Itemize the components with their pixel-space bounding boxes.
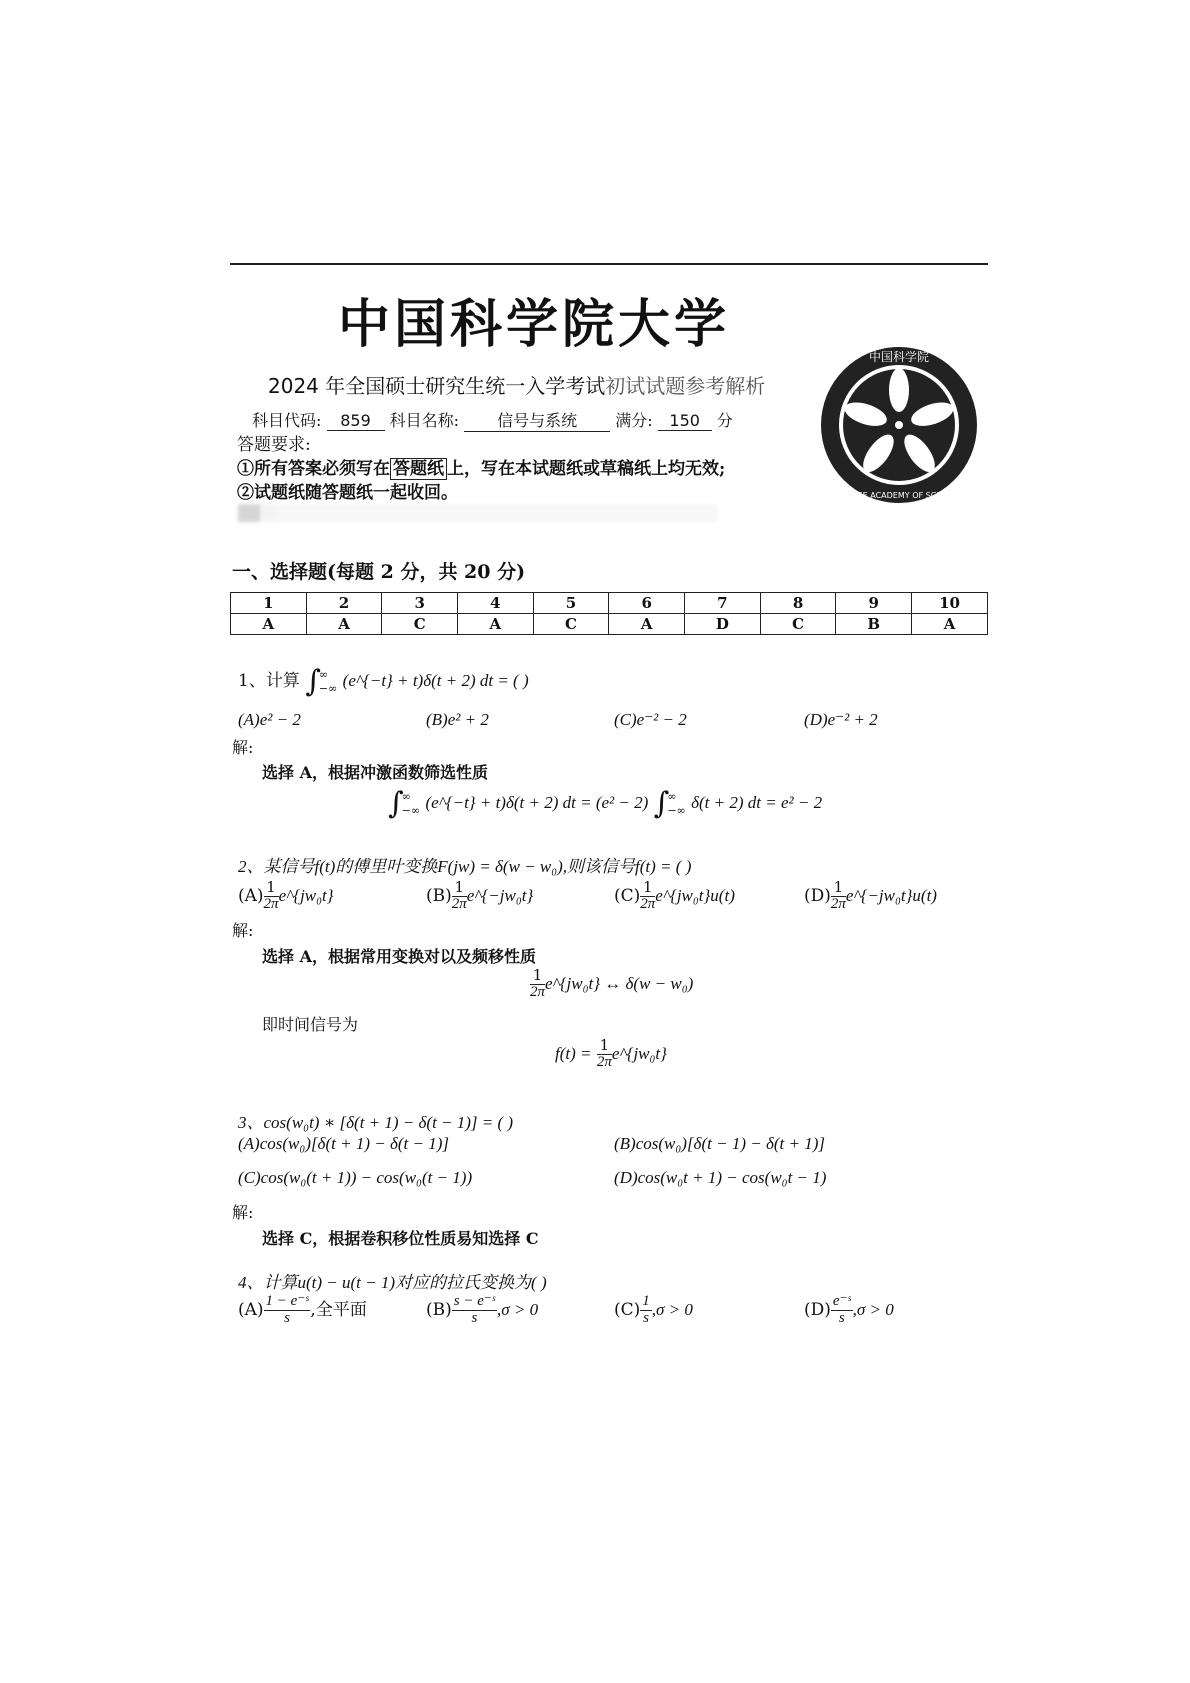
table-cell: 4: [458, 593, 534, 614]
table-cell: A: [609, 614, 685, 635]
q3-solution-label: 解:: [232, 1203, 254, 1222]
q3-option-c: (C)cos(w₀(t + 1)) − cos(w₀(t − 1)): [238, 1168, 473, 1187]
table-cell: 3: [382, 593, 458, 614]
option-tail: ,σ > 0: [496, 1299, 539, 1319]
integral-sign: ∫: [388, 786, 404, 821]
table-cell: 9: [836, 593, 912, 614]
seal-text: 中国科学院: [868, 350, 930, 364]
table-cell: 8: [760, 593, 836, 614]
denominator: s: [284, 1309, 290, 1326]
q1-prefix: 1、计算: [238, 671, 300, 691]
q1-solution-line: 选择 A，根据冲激函数筛选性质: [262, 763, 488, 782]
q2-option-d: [804, 880, 937, 913]
limit-lower: −∞: [667, 803, 686, 817]
option-label: (D): [804, 885, 831, 906]
name-label: 科目名称:: [389, 411, 459, 430]
q1-option-a: (A)e² − 2: [238, 710, 301, 729]
q1-solution-eq-b: δ(t + 2) dt = e² − 2: [691, 793, 823, 812]
q2-solution-pair: [530, 968, 693, 1001]
q2-solution-final: [555, 1038, 667, 1071]
name-value: 信号与系统: [464, 408, 610, 432]
table-cell: C: [533, 614, 609, 635]
limit-upper: ∞: [401, 790, 411, 804]
pair-expression: e^{jw₀t} ↔ δ(w − w₀): [545, 973, 694, 993]
q1-option-b: (B)e² + 2: [426, 710, 489, 729]
fraction: [831, 880, 846, 913]
requirement-2: ②试题纸随答题纸一起收回。: [237, 483, 458, 503]
limit-upper: ∞: [667, 790, 677, 804]
option-tail: ,σ > 0: [651, 1299, 693, 1319]
option-label: (C): [614, 885, 641, 906]
numerator: 1: [642, 1293, 650, 1309]
fraction: [831, 1294, 853, 1327]
question-4-stem: 4、计算u(t) − u(t − 1)对应的拉氏变换为( ): [238, 1273, 547, 1292]
fraction: [264, 1294, 311, 1327]
q4-option-b: [426, 1294, 538, 1327]
option-expression: e^{jw₀t}u(t): [655, 885, 735, 905]
table-cell: A: [458, 614, 534, 635]
q4-option-a: [238, 1294, 367, 1327]
subject-meta: [252, 408, 733, 432]
q3-option-b: (B)cos(w₀)[δ(t − 1) − δ(t + 1)]: [614, 1134, 825, 1153]
score-label: 满分:: [615, 411, 653, 430]
q2-option-b: [426, 880, 533, 913]
exam-title-sub: 初试试题参考解析: [605, 374, 766, 398]
denominator: 2π: [451, 895, 467, 912]
q3-option-d: (D)cos(w₀t + 1) − cos(w₀t − 1): [614, 1168, 827, 1187]
fraction: [640, 1294, 652, 1327]
fraction: [264, 880, 279, 913]
fraction: [452, 1294, 497, 1327]
limit-upper: ∞: [318, 668, 329, 682]
integral-limits: [319, 668, 337, 694]
exam-title-main: 2024 年全国硕士研究生统一入学考试: [268, 374, 606, 398]
numerator: 1: [264, 880, 279, 897]
option-label: (D): [804, 1299, 831, 1320]
option-label: (B): [426, 885, 452, 906]
section-title: 一、选择题(每题 2 分，共 20 分): [232, 561, 526, 583]
q3-solution-line: 选择 C，根据卷积移位性质易知选择 C: [262, 1229, 539, 1248]
option-tail: ,σ > 0: [852, 1299, 894, 1319]
table-cell: C: [382, 614, 458, 635]
table-cell: D: [685, 614, 761, 635]
numerator: 1: [530, 968, 545, 985]
denominator: 2π: [830, 895, 846, 912]
table-cell: 7: [685, 593, 761, 614]
table-cell: A: [231, 614, 307, 635]
limit-lower: −∞: [401, 803, 421, 817]
option-expression: e^{jw₀t}: [278, 885, 334, 905]
q1-option-d: (D)e⁻² + 2: [804, 710, 878, 729]
q4-option-d: [804, 1294, 894, 1327]
limit-lower: −∞: [318, 681, 338, 695]
option-label: (A): [238, 885, 264, 906]
score-value: 150: [658, 411, 712, 431]
option-expression: e^{−jw₀t}: [466, 885, 534, 905]
option-expression: e^{−jw₀t}u(t): [845, 885, 937, 905]
denominator: s: [471, 1309, 478, 1326]
numerator: s − e⁻ˢ: [453, 1293, 495, 1309]
cas-seal: [818, 344, 980, 506]
numerator: 1: [452, 880, 467, 897]
q2-option-c: [614, 880, 735, 913]
q4-option-c: [614, 1294, 693, 1327]
answer-table: [230, 592, 988, 635]
answer-table-answers: [231, 614, 988, 635]
table-cell: 1: [231, 593, 307, 614]
numerator: 1: [640, 880, 655, 897]
numerator: e⁻ˢ: [832, 1293, 851, 1309]
option-label: (B): [426, 1299, 452, 1320]
denominator: 2π: [530, 983, 546, 1000]
answer-table-numbers: [231, 593, 988, 614]
q3-option-a: (A)cos(w₀)[δ(t + 1) − δ(t − 1)]: [238, 1134, 449, 1153]
integral-limits: [667, 790, 685, 816]
req1-text-a: ①所有答案必须写在: [237, 459, 390, 479]
fraction: [452, 880, 467, 913]
table-cell: 5: [533, 593, 609, 614]
table-cell: 10: [912, 593, 988, 614]
integral-limits: [402, 790, 420, 816]
question-1-stem: [238, 664, 529, 699]
numerator: 1: [831, 880, 846, 897]
option-tail: ,全平面: [310, 1299, 367, 1320]
final-rhs: e^{jw₀t}: [611, 1043, 667, 1063]
denominator: 2π: [596, 1053, 612, 1070]
q1-solution-eq-a: (e^{−t} + t)δ(t + 2) dt = (e² − 2): [425, 793, 649, 812]
fraction: [597, 1038, 612, 1071]
requirements-title: 答题要求:: [237, 435, 311, 455]
fraction: [530, 968, 545, 1001]
question-2-stem: 2、某信号f(t)的傅里叶变换F(jw) = δ(w − w₀),则该信号f(t) = ( ): [238, 857, 692, 876]
q2-option-a: [238, 880, 334, 913]
option-label: (A): [238, 1299, 264, 1320]
final-lhs: f(t) =: [555, 1043, 592, 1063]
table-cell: B: [836, 614, 912, 635]
question-3-stem: 3、cos(w₀t) ∗ [δ(t + 1) − δ(t − 1)] = ( ): [238, 1113, 514, 1132]
top-rule: [230, 263, 988, 265]
q1-expression: (e^{−t} + t)δ(t + 2) dt = ( ): [342, 671, 529, 690]
q2-solution-label: 解:: [232, 921, 254, 940]
q2-solution-mid: 即时间信号为: [262, 1015, 359, 1034]
table-cell: A: [306, 614, 382, 635]
q2-solution-line: 选择 A，根据常用变换对以及频移性质: [262, 947, 536, 966]
score-unit: 分: [716, 411, 733, 430]
q1-option-c: (C)e⁻² − 2: [614, 710, 687, 729]
numerator: 1 − e⁻ˢ: [265, 1293, 309, 1309]
denominator: 2π: [263, 895, 279, 912]
code-value: 859: [327, 411, 385, 431]
exam-title: [268, 370, 765, 399]
code-label: 科目代码:: [252, 411, 322, 430]
table-cell: 6: [609, 593, 685, 614]
denominator: s: [643, 1309, 649, 1326]
blurred-line: [238, 504, 718, 522]
req1-text-b: 上，写在本试题纸或草稿纸上均无效;: [447, 459, 726, 479]
university-title: 中国科学院大学: [338, 294, 731, 355]
integral-sign: ∫: [305, 664, 321, 699]
numerator: 1: [597, 1038, 612, 1055]
requirement-1: [237, 454, 725, 479]
answer-sheet-box: 答题纸: [390, 458, 447, 480]
q1-solution-equation: [388, 786, 822, 821]
seal-text-en: CHINESE ACADEMY OF SCIENCES: [832, 491, 966, 500]
table-cell: A: [912, 614, 988, 635]
table-cell: 2: [306, 593, 382, 614]
denominator: 2π: [640, 895, 656, 912]
q1-solution-label: 解:: [232, 738, 254, 757]
denominator: s: [838, 1309, 845, 1326]
fraction: [640, 880, 655, 913]
table-cell: C: [760, 614, 836, 635]
integral-sign: ∫: [653, 786, 670, 821]
option-label: (C): [614, 1299, 641, 1320]
